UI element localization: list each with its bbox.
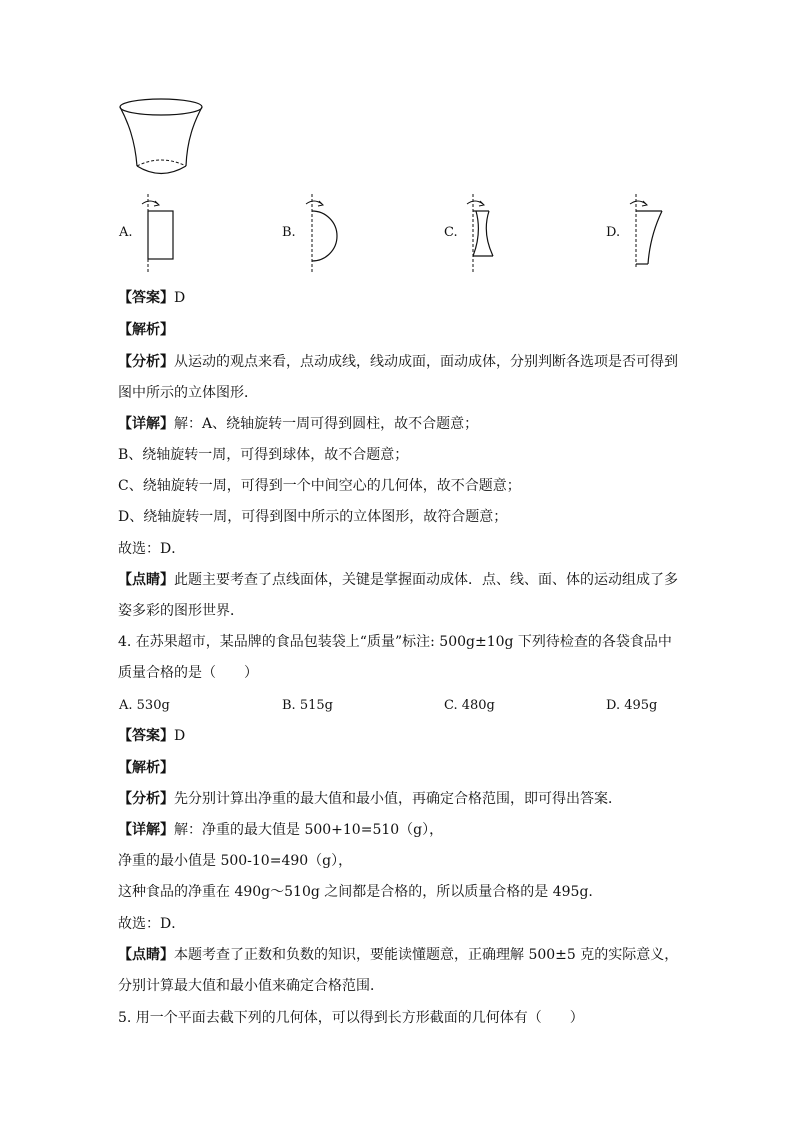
comment-tag: 【点睛】 bbox=[118, 947, 174, 963]
q4-option-a: A. 530g bbox=[119, 698, 170, 713]
answer-tag: 【答案】 bbox=[118, 290, 174, 306]
fenxi-text: 从运动的观点来看，点动成线，线动成面，面动成体，分别判断各选项是否可得到 bbox=[174, 354, 678, 370]
fenxi-text: 先分别计算出净重的最大值和最小值，再确定合格范围，即可得出答案． bbox=[174, 791, 622, 807]
answer-tag: 【答案】 bbox=[118, 728, 174, 744]
q3-detail-line-1 bbox=[118, 414, 478, 434]
answer-value: D bbox=[174, 728, 186, 744]
q3-comment-line-1 bbox=[118, 570, 678, 590]
q3-fenxi-line-1 bbox=[118, 352, 678, 372]
fenxi-tag: 【分析】 bbox=[118, 354, 174, 370]
comment-text: 本题考查了正数和负数的知识，要能读懂题意，正确理解 500±5 克的实际意义， bbox=[174, 947, 679, 963]
detail-text: 解：净重的最大值是 500+10=510（g）， bbox=[174, 822, 444, 838]
option-b-label: B. bbox=[282, 225, 296, 240]
q3-analysis-line bbox=[118, 320, 174, 340]
option-a-label: A. bbox=[119, 225, 133, 240]
q3-comment-line-2: 姿多彩的图形世界． bbox=[118, 603, 244, 619]
detail-tag: 【详解】 bbox=[118, 822, 174, 838]
comment-text: 此题主要考查了点线面体，关键是掌握面动成体．点、线、面、体的运动组成了多 bbox=[174, 572, 678, 588]
option-c-label: C. bbox=[444, 225, 458, 240]
q3-answer-line bbox=[118, 288, 185, 308]
q3-detail-line-2: B、绕轴旋转一周，可得到球体，故不合题意； bbox=[118, 447, 409, 463]
q4-comment-line-1 bbox=[118, 945, 678, 965]
detail-text: 解：A、绕轴旋转一周可得到圆柱，故不合题意； bbox=[174, 416, 479, 432]
comment-tag: 【点睛】 bbox=[118, 572, 174, 588]
q3-detail-line-3: C、绕轴旋转一周，可得到一个中间空心的几何体，故不合题意； bbox=[118, 478, 521, 494]
q4-detail-line-3: 这种食品的净重在 490g～510g 之间都是合格的，所以质量合格的是 495g. bbox=[118, 884, 593, 900]
q5-stem-line: 5. 用一个平面去截下列的几何体，可以得到长方形截面的几何体有（ ） bbox=[118, 1010, 584, 1026]
analysis-tag: 【解析】 bbox=[118, 322, 174, 338]
q4-detail-line-1 bbox=[118, 820, 443, 840]
q4-stem-line-2: 质量合格的是（ ） bbox=[118, 665, 258, 681]
fenxi-tag: 【分析】 bbox=[118, 791, 174, 807]
q4-comment-line-2: 分别计算最大值和最小值来确定合格范围． bbox=[118, 978, 384, 994]
q4-analysis-line bbox=[118, 758, 174, 778]
q4-option-d: D. 495g bbox=[606, 698, 658, 713]
q4-choose-line: 故选：D． bbox=[118, 916, 186, 932]
q3-detail-line-4: D、绕轴旋转一周，可得到图中所示的立体图形，故符合题意； bbox=[118, 509, 508, 525]
analysis-tag: 【解析】 bbox=[118, 760, 174, 776]
q3-fenxi-line-2: 图中所示的立体图形． bbox=[118, 385, 258, 401]
answer-value: D bbox=[174, 290, 186, 306]
q4-option-c: C. 480g bbox=[444, 698, 495, 713]
detail-tag: 【详解】 bbox=[118, 416, 174, 432]
q4-detail-line-2: 净重的最小值是 500-10=490（g）， bbox=[118, 853, 353, 869]
q4-stem-line-1: 4. 在苏果超市，某品牌的食品包装袋上“质量”标注: 500g±10g 下列待检查的各袋食品中 bbox=[118, 634, 672, 650]
q4-answer-line bbox=[118, 726, 185, 746]
q3-choose-line: 故选：D． bbox=[118, 541, 186, 557]
option-d-label: D. bbox=[606, 225, 621, 240]
q4-option-b: B. 515g bbox=[282, 698, 333, 713]
option-d-figure bbox=[0, 0, 794, 300]
q4-fenxi-line bbox=[118, 789, 622, 809]
